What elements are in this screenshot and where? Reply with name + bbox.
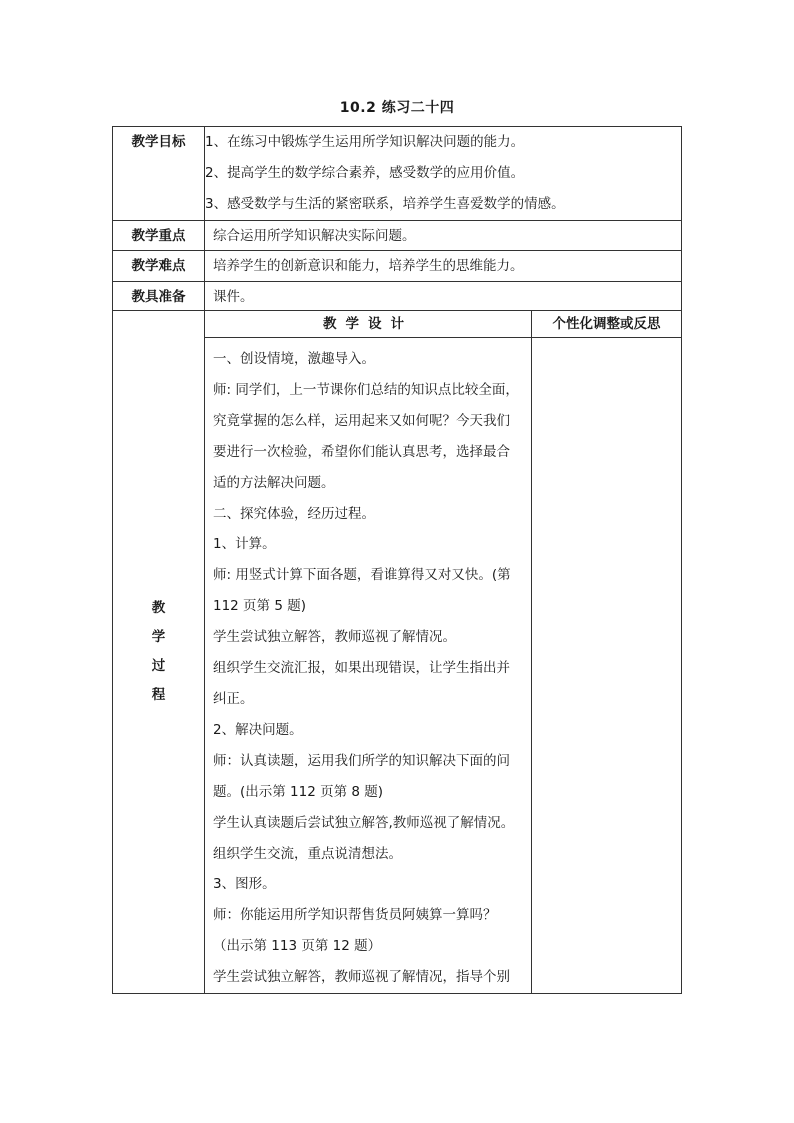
goal-item: 3、感受数学与生活的紧密联系，培养学生喜爱数学的情感。 (205, 196, 565, 212)
reflection-content (532, 338, 682, 994)
design-line: 学生尝试独立解答，教师巡视了解情况。 (213, 629, 456, 646)
materials-label: 教具准备 (113, 282, 205, 311)
goal-item: 1、在练习中锻炼学生运用所学知识解决问题的能力。 (205, 134, 525, 150)
design-line: 学生认真读题后尝试独立解答,教师巡视了解情况。 (213, 814, 515, 831)
design-line: 纠正。 (213, 690, 254, 707)
lesson-plan-table (112, 126, 682, 994)
design-line: 适的方法解决问题。 (213, 474, 335, 491)
design-line: 要进行一次检验，希望你们能认真思考，选择最合 (213, 443, 510, 460)
design-line: 师: 用竖式计算下面各题，看谁算得又对又快。(第 (213, 567, 511, 584)
design-line: 究竟掌握的怎么样，运用起来又如何呢？今天我们 (213, 412, 510, 429)
key-point-label: 教学重点 (113, 221, 205, 251)
process-label-char: 程 (151, 687, 166, 704)
process-label-char: 学 (151, 629, 166, 646)
materials-text: 课件。 (205, 282, 682, 311)
goals-label: 教学目标 (113, 127, 205, 221)
design-header: 教学设计 (205, 311, 532, 338)
design-line: 2、解决问题。 (213, 721, 303, 738)
design-line: 师：你能运用所学知识帮售货员阿姨算一算吗？ (213, 907, 497, 924)
process-header-row (113, 311, 682, 338)
key-point-row (113, 221, 682, 251)
goal-item: 2、提高学生的数学综合素养，感受数学的应用价值。 (205, 165, 525, 181)
page-title: 10.2 练习二十四 (339, 100, 455, 116)
process-label (113, 311, 205, 994)
difficulty-label: 教学难点 (113, 251, 205, 282)
design-line: 二、探究体验，经历过程。 (213, 505, 375, 522)
design-line: 师：认真读题，运用我们所学的知识解决下面的问 (213, 752, 510, 769)
goals-content (205, 127, 682, 221)
key-point-text: 综合运用所学知识解决实际问题。 (205, 221, 682, 251)
design-line: 1、计算。 (213, 536, 276, 553)
difficulty-row (113, 251, 682, 282)
design-line: 组织学生交流，重点说清想法。 (213, 845, 402, 862)
reflection-header: 个性化调整或反思 (532, 311, 682, 338)
design-line: 112 页第 5 题) (213, 598, 306, 615)
design-line: 学生尝试独立解答，教师巡视了解情况，指导个别 (213, 969, 510, 986)
design-line: 3、图形。 (213, 876, 276, 893)
materials-row (113, 282, 682, 311)
difficulty-text: 培养学生的创新意识和能力，培养学生的思维能力。 (205, 251, 682, 282)
design-line: 题。(出示第 112 页第 8 题) (213, 783, 384, 800)
design-line: 师: 同学们，上一节课你们总结的知识点比较全面， (213, 381, 519, 398)
process-label-char: 教 (151, 600, 166, 617)
design-line: 组织学生交流汇报，如果出现错误，让学生指出并 (213, 660, 510, 677)
process-label-char: 过 (151, 658, 166, 675)
design-line: （出示第 113 页第 12 题） (213, 938, 382, 955)
goals-row (113, 127, 682, 221)
design-line: 一、创设情境，激趣导入。 (213, 351, 375, 367)
design-content (205, 338, 532, 994)
